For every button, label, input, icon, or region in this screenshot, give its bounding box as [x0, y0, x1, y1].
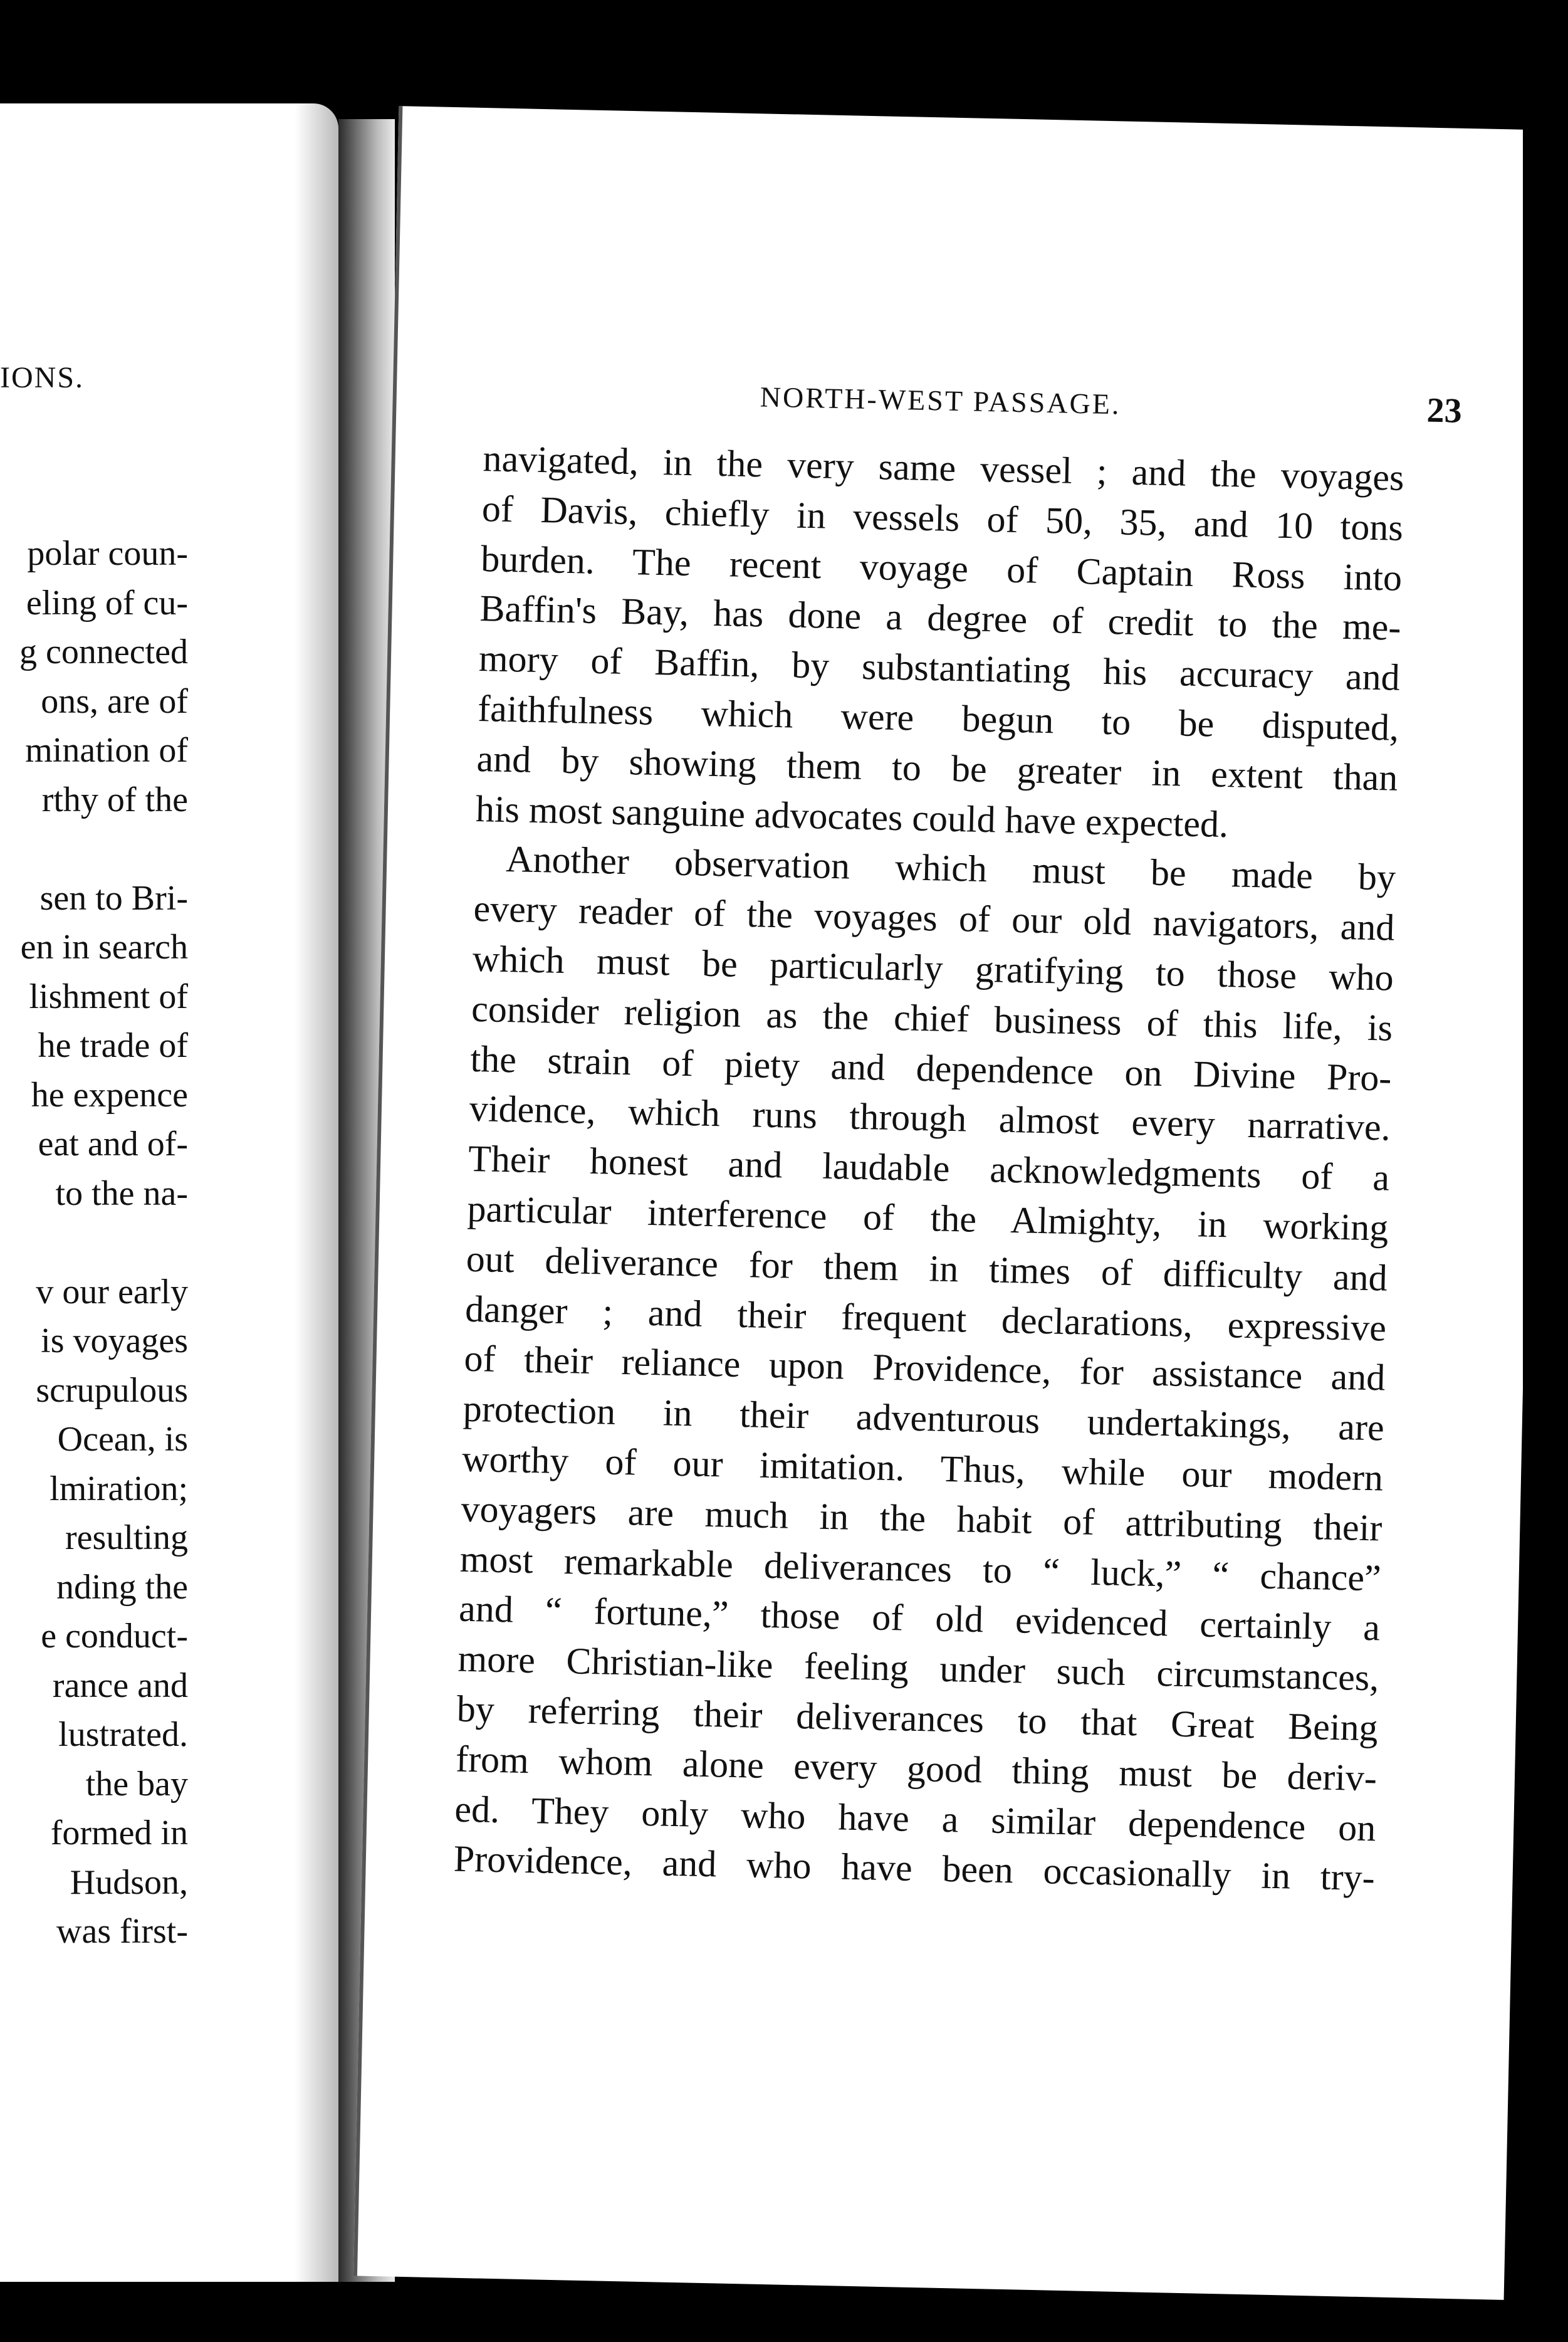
- body-text: [453, 434, 1404, 1903]
- text-line: from whom alone every good thing must be deriv-: [455, 1738, 1377, 1799]
- page-header: [760, 380, 1462, 444]
- text-line: voyagers are much in the habit of attributing their: [460, 1488, 1382, 1549]
- left-page-line: en in search: [20, 928, 188, 967]
- left-page-line: formed in: [50, 1814, 188, 1852]
- left-page-line: sen to Bri-: [39, 878, 188, 918]
- left-page-line: e conduct-: [41, 1617, 188, 1656]
- text-line: every reader of the voyages of our old navigators, and: [473, 888, 1396, 948]
- left-page-line: polar coun-: [27, 534, 188, 573]
- left-page-line: Ocean, is: [57, 1420, 188, 1459]
- text-line: navigated, in the very same vessel ; and the voyages: [483, 438, 1405, 498]
- left-page-text: [0, 103, 188, 2172]
- page-number: 23: [1426, 391, 1463, 431]
- left-page-line: v our early: [36, 1272, 188, 1311]
- left-page-line: resulting: [65, 1518, 188, 1557]
- running-head: NORTH-WEST PASSAGE.: [760, 381, 1121, 421]
- right-page: [353, 106, 1549, 2300]
- paragraph-1: [475, 434, 1404, 853]
- text-line: consider religion as the chief business of this life, is: [471, 987, 1393, 1049]
- text-line: by referring their deliverances to that Great Being: [456, 1688, 1379, 1749]
- left-page-line: lustrated.: [58, 1715, 188, 1754]
- text-line: particular interference of the Almighty, in working: [466, 1187, 1389, 1249]
- text-line: ed. They only who have a similar dependence on: [454, 1788, 1376, 1849]
- left-page-gutter-shadow: [295, 103, 338, 2282]
- left-page-line: g connected: [19, 633, 188, 671]
- text-line: and “ fortune,” those of old evidenced certainly a: [458, 1588, 1381, 1649]
- left-page-line: Hudson,: [70, 1862, 188, 1902]
- left-page-line: ons, are of: [41, 681, 188, 721]
- left-page-line: eat and of-: [38, 1125, 188, 1163]
- left-page-line: the bay: [85, 1764, 188, 1804]
- text-line: mory of Baffin, by substantiating his accuracy and: [478, 638, 1401, 698]
- text-line: the strain of piety and dependence on Divine Pro-: [469, 1037, 1393, 1099]
- left-page-line: mination of: [25, 731, 188, 770]
- left-page-line: lmiration;: [50, 1469, 188, 1508]
- left-page-line: lishment of: [29, 977, 188, 1016]
- text-line: of Davis, chiefly in vessels of 50, 35, and 10 tons: [481, 487, 1404, 549]
- text-line: of their reliance upon Providence, for assistance and: [463, 1338, 1386, 1399]
- left-page-line: nding the: [56, 1567, 188, 1607]
- text-line: worthy of our imitation. Thus, while our modern: [461, 1437, 1384, 1499]
- left-running-head: IONS.: [0, 361, 85, 394]
- left-page-line: to the na-: [55, 1174, 188, 1213]
- left-page-line: he trade of: [38, 1026, 188, 1065]
- text-line: out deliverance for them in times of difficulty and: [466, 1237, 1388, 1299]
- text-line: danger ; and their frequent declarations, expressive: [464, 1288, 1387, 1349]
- text-line: Their honest and laudable acknowledgments of a: [468, 1138, 1390, 1199]
- text-line: and by showing them to be greater in extent than: [476, 737, 1399, 799]
- scan-edge: [1523, 100, 1568, 2342]
- left-page-line: rance and: [52, 1666, 188, 1705]
- left-facing-page: [0, 103, 338, 2282]
- paragraph-2: [453, 834, 1396, 1903]
- left-page-line: is voyages: [41, 1321, 188, 1360]
- text-line: most remarkable deliverances to “ luck,” “ chance”: [459, 1538, 1382, 1599]
- left-page-line: rthy of the: [41, 780, 188, 819]
- text-line: his most sanguine advocates could have expected.: [475, 787, 1229, 845]
- text-line: burden. The recent voyage of Captain Ross into: [480, 537, 1403, 599]
- text-line: faithfulness which were begun to be disputed,: [477, 687, 1399, 748]
- left-page-line: was first-: [56, 1912, 188, 1951]
- left-page-line: he expence: [31, 1075, 188, 1115]
- text-line: Baffin's Bay, has done a degree of credit to the me-: [479, 587, 1402, 649]
- text-line: Providence, and who have been occasionally in try-: [453, 1837, 1376, 1899]
- text-line: vidence, which runs through almost every narrative.: [469, 1088, 1391, 1148]
- text-line: which must be particularly gratifying to those who: [472, 937, 1394, 999]
- left-page-line: scrupulous: [36, 1370, 188, 1410]
- text-line: protection in their adventurous undertakings, are: [463, 1387, 1385, 1449]
- left-page-line: eling of cu-: [26, 583, 188, 622]
- text-line: more Christian-like feeling under such circumstances,: [457, 1637, 1379, 1699]
- text-line: Another observation which must be made by: [505, 838, 1396, 899]
